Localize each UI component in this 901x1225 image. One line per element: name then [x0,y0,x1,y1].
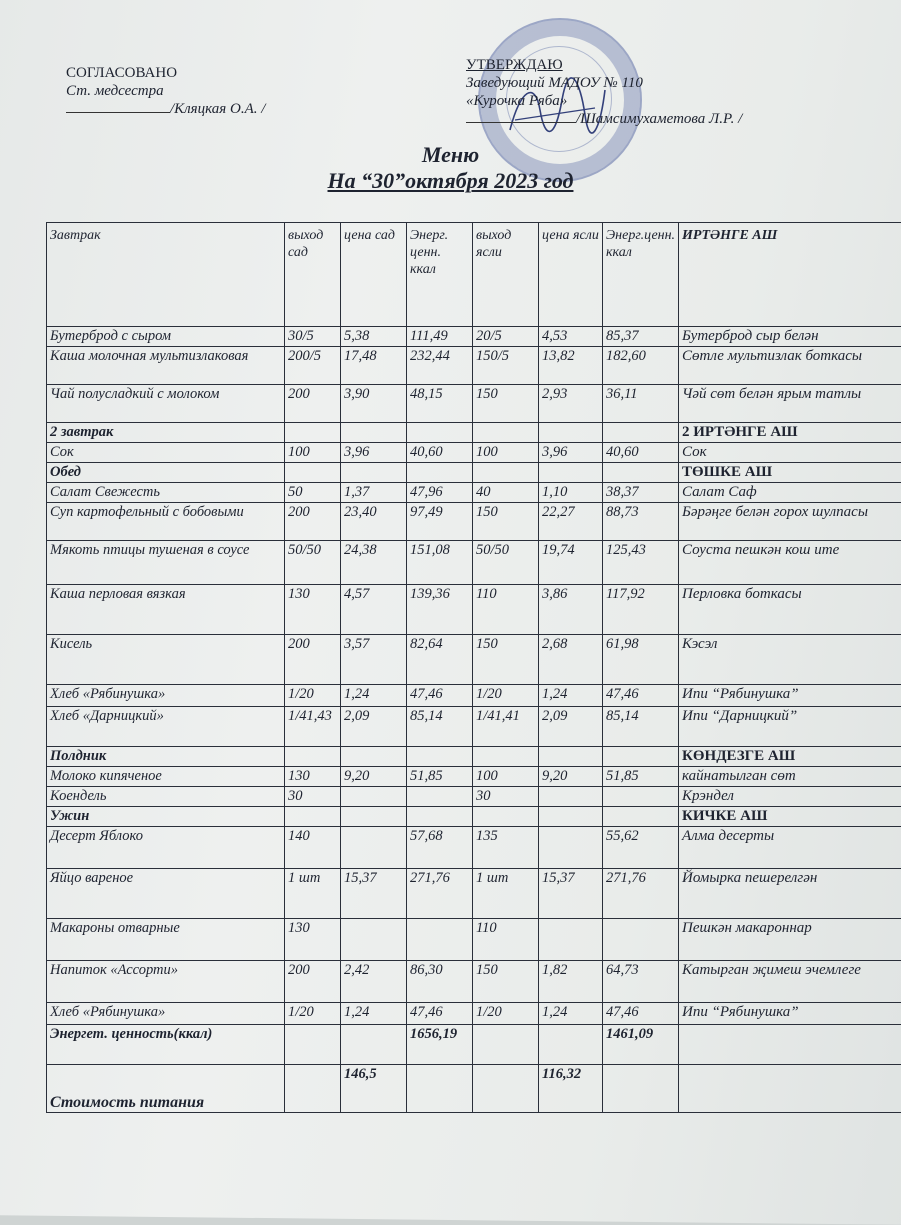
cell-out-yasli [473,807,539,827]
cell-price-sad: 3,57 [341,635,407,685]
table-row [47,767,901,787]
cell-out-sad: 200/5 [285,347,341,385]
cell-price-yasli: 1,24 [539,685,603,707]
col-header-dish: Завтрак [47,223,285,327]
cell-price-sad: 2,42 [341,961,407,1003]
cell-energy-yasli: 55,62 [603,827,679,869]
cell-out-sad: 200 [285,635,341,685]
table-row [47,707,901,747]
cell-out-sad: 100 [285,443,341,463]
cell-energy-sad: 47,46 [407,685,473,707]
cell-tatar: Ипи “Дарницкий” [679,707,901,747]
cell-energy-sad [407,919,473,961]
cell-energy-sad: 40,60 [407,443,473,463]
table-row [47,869,901,919]
cell-dish: Обед [47,463,285,483]
cell-price-yasli: 3,96 [539,443,603,463]
table-row [47,385,901,423]
cell-energy-sad: 151,08 [407,541,473,585]
table-row [47,635,901,685]
table-row [47,827,901,869]
cell-out-yasli: 110 [473,919,539,961]
cell-tatar: Пешкән макароннар [679,919,901,961]
cell-energy-yasli [603,463,679,483]
cell-out-sad: 1/20 [285,1003,341,1025]
cell-price-yasli [539,827,603,869]
cell-energy-sad: 85,14 [407,707,473,747]
total-empty [603,1065,679,1113]
cell-dish: Суп картофельный с бобовыми [47,503,285,541]
cell-energy-sad [407,787,473,807]
cell-dish: Молоко кипяченое [47,767,285,787]
cell-out-sad: 30/5 [285,327,341,347]
cell-dish: Бутерброд с сыром [47,327,285,347]
table-row [47,961,901,1003]
cell-energy-sad: 57,68 [407,827,473,869]
table-row [47,787,901,807]
cell-out-sad: 130 [285,585,341,635]
cell-out-yasli: 100 [473,443,539,463]
total-empty [285,1025,341,1065]
cell-energy-sad: 232,44 [407,347,473,385]
cell-energy-yasli: 38,37 [603,483,679,503]
cell-tatar: КӨНДЕЗГЕ АШ [679,747,901,767]
cell-out-yasli: 100 [473,767,539,787]
cell-energy-sad: 97,49 [407,503,473,541]
cell-out-yasli: 20/5 [473,327,539,347]
col-header-out-yasli: выход ясли [473,223,539,327]
cell-dish: Хлеб «Рябинушка» [47,1003,285,1025]
cell-out-yasli: 150/5 [473,347,539,385]
cell-energy-sad [407,463,473,483]
cell-tatar: Алма десерты [679,827,901,869]
cell-tatar: Сок [679,443,901,463]
cell-price-sad: 15,37 [341,869,407,919]
totals-cost-row [47,1065,901,1113]
approval-left [66,64,265,118]
cell-price-sad: 2,09 [341,707,407,747]
cell-dish: Яйцо вареное [47,869,285,919]
section-row [47,423,901,443]
cell-price-yasli [539,807,603,827]
cell-dish: Кисель [47,635,285,685]
cell-price-yasli: 2,68 [539,635,603,685]
table-header-row [47,223,901,327]
cell-out-yasli [473,463,539,483]
cell-energy-sad: 139,36 [407,585,473,635]
cell-energy-yasli [603,787,679,807]
col-header-energy-yasli: Энерг.ценн. ккал [603,223,679,327]
total-empty [539,1025,603,1065]
cell-dish: Десерт Яблоко [47,827,285,869]
cell-energy-yasli: 61,98 [603,635,679,685]
total-energy-sad: 1656,19 [407,1025,473,1065]
cell-energy-yasli: 117,92 [603,585,679,635]
table-row [47,483,901,503]
cell-out-sad: 200 [285,503,341,541]
col-header-energy-sad: Энерг. ценн. ккал [407,223,473,327]
cell-tatar: Ипи “Рябинушка” [679,1003,901,1025]
cell-dish: 2 завтрак [47,423,285,443]
cell-out-yasli: 150 [473,385,539,423]
col-header-tatar: ИРТӘНГЕ АШ [679,223,901,327]
cell-tatar: кайнатылган сөт [679,767,901,787]
cell-energy-yasli: 47,46 [603,685,679,707]
menu-table [46,222,901,1113]
cell-out-sad: 50 [285,483,341,503]
cell-dish: Коендель [47,787,285,807]
table-row [47,347,901,385]
cell-price-sad: 4,57 [341,585,407,635]
cell-out-sad: 130 [285,767,341,787]
cell-out-sad: 1/41,43 [285,707,341,747]
cell-dish: Полдник [47,747,285,767]
section-row [47,747,901,767]
cell-energy-sad [407,807,473,827]
cell-tatar: Крэндел [679,787,901,807]
cell-energy-yasli [603,747,679,767]
cell-out-yasli: 150 [473,503,539,541]
cell-out-yasli: 50/50 [473,541,539,585]
left-name: /Кляцкая О.А. / [170,101,265,117]
cell-out-sad: 130 [285,919,341,961]
cell-out-yasli: 150 [473,961,539,1003]
cell-out-yasli: 1/41,41 [473,707,539,747]
signature-line-left [66,100,170,113]
cell-price-yasli: 1,10 [539,483,603,503]
cell-price-sad: 1,24 [341,1003,407,1025]
cell-out-sad: 50/50 [285,541,341,585]
cell-out-sad: 30 [285,787,341,807]
cell-tatar: Салат Саф [679,483,901,503]
cell-price-sad [341,787,407,807]
cell-dish: Напиток «Ассорти» [47,961,285,1003]
cell-price-yasli: 15,37 [539,869,603,919]
cell-dish: Макароны отварные [47,919,285,961]
cell-price-sad [341,919,407,961]
cell-price-yasli: 22,27 [539,503,603,541]
cell-tatar: ТӨШКЕ АШ [679,463,901,483]
cell-out-yasli: 150 [473,635,539,685]
cell-price-yasli [539,787,603,807]
cell-tatar: Бәрәңге белән горох шулпасы [679,503,901,541]
cell-price-sad: 3,96 [341,443,407,463]
cell-energy-sad [407,747,473,767]
right-name: /Шамсимухаметова Л.Р. / [576,111,742,127]
table-row [47,443,901,463]
cell-out-sad: 1 шт [285,869,341,919]
cell-dish: Салат Свежесть [47,483,285,503]
cell-price-sad: 1,24 [341,685,407,707]
cell-out-sad [285,423,341,443]
cell-energy-yasli: 271,76 [603,869,679,919]
cell-price-yasli: 2,93 [539,385,603,423]
cell-tatar: Бутерброд сыр белән [679,327,901,347]
cell-energy-sad: 82,64 [407,635,473,685]
table-row [47,503,901,541]
total-energy-yasli: 1461,09 [603,1025,679,1065]
date-line: На “30”октября 2023 год [0,168,901,194]
cell-price-yasli [539,423,603,443]
cell-energy-sad: 86,30 [407,961,473,1003]
cell-price-sad [341,827,407,869]
cell-tatar: Йомырка пешерелгән [679,869,901,919]
table-row [47,1003,901,1025]
cell-dish: Хлеб «Рябинушка» [47,685,285,707]
cell-energy-sad: 111,49 [407,327,473,347]
cell-dish: Чай полусладкий с молоком [47,385,285,423]
cell-out-sad: 140 [285,827,341,869]
cell-dish: Каша молочная мультизлаковая [47,347,285,385]
cell-out-yasli: 1/20 [473,1003,539,1025]
cell-dish: Сок [47,443,285,463]
cell-price-yasli: 13,82 [539,347,603,385]
total-cost-yasli: 116,32 [539,1065,603,1113]
cell-energy-yasli [603,919,679,961]
cell-price-yasli: 1,24 [539,1003,603,1025]
total-empty [341,1025,407,1065]
total-empty [407,1065,473,1113]
right-org: «Курочка Ряба» [466,92,742,110]
left-role: Ст. медсестра [66,82,265,100]
cell-out-sad: 200 [285,961,341,1003]
cell-dish: Хлеб «Дарницкий» [47,707,285,747]
section-row [47,807,901,827]
cell-energy-yasli: 85,37 [603,327,679,347]
cell-price-yasli: 9,20 [539,767,603,787]
total-empty [473,1065,539,1113]
totals-energy-row [47,1025,901,1065]
cell-energy-yasli [603,807,679,827]
section-row [47,463,901,483]
cell-price-yasli: 19,74 [539,541,603,585]
cell-tatar: КИЧКЕ АШ [679,807,901,827]
cell-price-sad: 3,90 [341,385,407,423]
cell-energy-yasli: 182,60 [603,347,679,385]
right-title: УТВЕРЖДАЮ [466,56,742,74]
cell-energy-yasli: 125,43 [603,541,679,585]
cell-energy-yasli: 64,73 [603,961,679,1003]
total-empty [679,1065,901,1113]
cell-price-yasli [539,747,603,767]
col-header-price-sad: цена сад [341,223,407,327]
cell-price-sad: 1,37 [341,483,407,503]
cell-tatar: Кэсэл [679,635,901,685]
cell-price-sad: 23,40 [341,503,407,541]
cell-energy-sad [407,423,473,443]
cell-tatar: Сөтле мультизлак боткасы [679,347,901,385]
cell-price-sad [341,747,407,767]
cell-price-yasli: 4,53 [539,327,603,347]
total-energy-label: Энергет. ценность(ккал) [47,1025,285,1065]
cell-out-sad [285,807,341,827]
cell-dish: Мякоть птицы тушеная в соусе [47,541,285,585]
cell-tatar: Перловка боткасы [679,585,901,635]
cell-energy-yasli: 51,85 [603,767,679,787]
cell-out-sad: 200 [285,385,341,423]
cell-tatar: Ипи “Рябинушка” [679,685,901,707]
cell-dish: Ужин [47,807,285,827]
cell-out-yasli [473,747,539,767]
total-empty [473,1025,539,1065]
total-cost-sad: 146,5 [341,1065,407,1113]
table-row [47,541,901,585]
cell-energy-sad: 47,96 [407,483,473,503]
cell-energy-yasli: 47,46 [603,1003,679,1025]
cell-out-sad [285,463,341,483]
cell-dish: Каша перловая вязкая [47,585,285,635]
col-header-price-yasli: цена ясли [539,223,603,327]
right-role: Заведующий МАДОУ № 110 [466,74,742,92]
cell-price-sad: 17,48 [341,347,407,385]
cell-price-yasli: 2,09 [539,707,603,747]
table-row [47,685,901,707]
cell-out-sad [285,747,341,767]
cell-tatar: 2 ИРТӘНГЕ АШ [679,423,901,443]
document-title: Меню [0,142,901,168]
cell-price-sad: 24,38 [341,541,407,585]
cell-energy-sad: 48,15 [407,385,473,423]
cell-tatar: Чәй сөт белән ярым татлы [679,385,901,423]
cell-price-sad [341,463,407,483]
cell-out-sad: 1/20 [285,685,341,707]
cell-energy-sad: 271,76 [407,869,473,919]
table-row [47,919,901,961]
cell-price-sad [341,807,407,827]
cell-energy-yasli: 85,14 [603,707,679,747]
cell-out-yasli: 40 [473,483,539,503]
cell-out-yasli [473,423,539,443]
cell-out-yasli: 135 [473,827,539,869]
cell-price-yasli [539,463,603,483]
cell-tatar: Катырган җимеш эчемлеге [679,961,901,1003]
total-empty [679,1025,901,1065]
cell-price-sad: 9,20 [341,767,407,787]
signature-line-right [466,110,576,123]
total-cost-label: Стоимость питания [47,1065,285,1113]
cell-energy-yasli: 40,60 [603,443,679,463]
approval-right [466,56,742,128]
cell-out-yasli: 110 [473,585,539,635]
cell-out-yasli: 1/20 [473,685,539,707]
cell-energy-sad: 51,85 [407,767,473,787]
cell-energy-yasli [603,423,679,443]
table-row [47,327,901,347]
cell-price-yasli: 3,86 [539,585,603,635]
cell-energy-yasli: 36,11 [603,385,679,423]
left-title: СОГЛАСОВАНО [66,64,265,82]
total-empty [285,1065,341,1113]
cell-out-yasli: 1 шт [473,869,539,919]
table-row [47,585,901,635]
cell-energy-yasli: 88,73 [603,503,679,541]
cell-energy-sad: 47,46 [407,1003,473,1025]
cell-price-yasli: 1,82 [539,961,603,1003]
cell-price-sad: 5,38 [341,327,407,347]
cell-price-sad [341,423,407,443]
cell-tatar: Соуста пешкән кош ите [679,541,901,585]
cell-price-yasli [539,919,603,961]
col-header-out-sad: выход сад [285,223,341,327]
cell-out-yasli: 30 [473,787,539,807]
